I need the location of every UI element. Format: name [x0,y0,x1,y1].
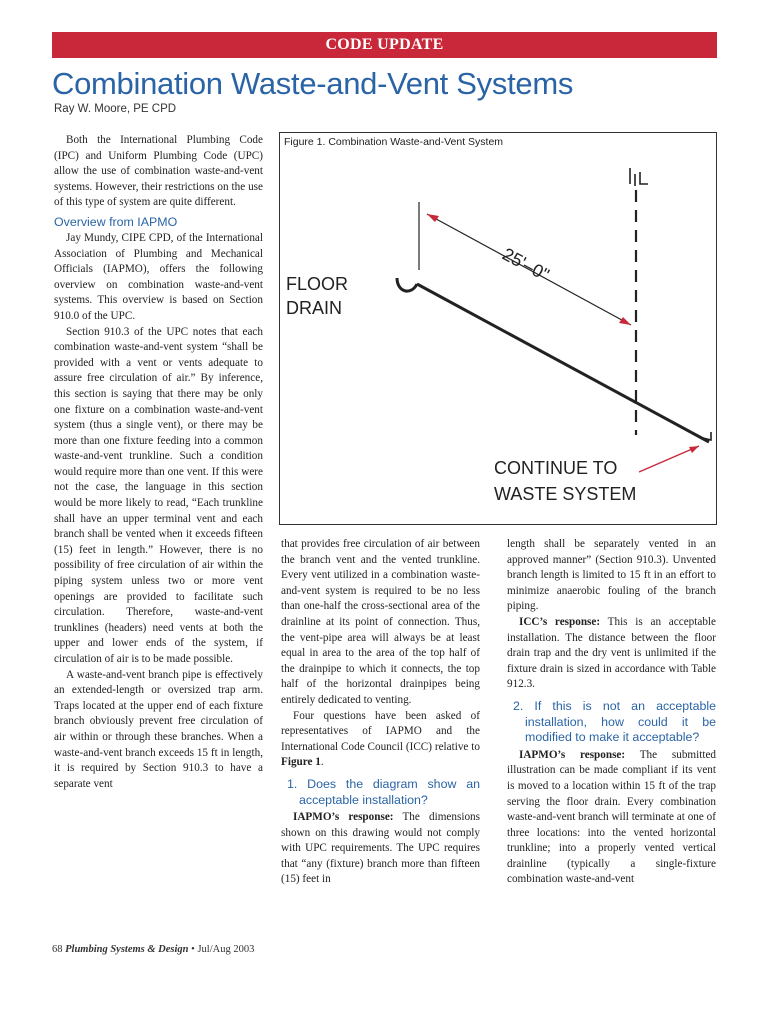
continue-label: WASTE SYSTEM [494,484,637,504]
column-1 [54,133,263,792]
body-text: This is an acceptable installation. The distance between the floor drain trap and the dry vent is unlimited if the fixture drain is sized in accordance with Table 912.3. [507,615,716,691]
issue-date: Jul/Aug 2003 [197,944,255,955]
body-paragraph [507,615,716,693]
column-3 [507,537,716,888]
section-heading: Overview from IAPMO [54,214,178,229]
body-text: Four questions have been asked of representatives of IAPMO and the International Code Council (ICC) relative to [281,709,480,753]
waste-vent-diagram [279,150,717,520]
drain-end-mark [703,432,711,440]
intro-paragraph: Both the International Plumbing Code (IPC) and Uniform Plumbing Code (UPC) allow the use of combination waste-and-vent systems. However, their restrictions on the use of this type of system are quite different. [54,134,263,209]
body-paragraph [507,748,716,888]
question-heading: 2. If this is not an acceptable installation, how could it be modified to make it acceptable? [513,698,716,745]
footer-bullet: • [191,944,195,955]
magazine-name: Plumbing Systems & Design [65,944,189,955]
continue-label: CONTINUE TO [494,458,618,478]
response-label: ICC’s response: [519,615,601,628]
body-paragraph [281,810,480,888]
body-text: . [320,756,324,769]
floor-drain-label: DRAIN [286,298,343,318]
vent-terminal-icon [630,168,648,186]
continue-arrow [639,446,699,472]
body-paragraph [281,709,480,771]
question-heading: 1. Does the diagram show an acceptable installation? [287,776,480,807]
floor-drain-trap [397,278,417,291]
response-label: IAPMO’s response: [293,811,394,824]
response-label: IAPMO’s response: [519,748,626,761]
section-banner: CODE UPDATE [52,32,717,58]
dimension-arrow-left [427,214,439,222]
page-number: 68 [52,944,63,955]
body-paragraph: that provides free circulation of air between the branch vent and the vented trunkline. Every vent utilized in a combination waste-and-vent system is required to be no less than one-half the cross-sectional area of the drainline at its point of connection. Thus, the vent-pipe area will always be at least equal in area to the area of the top half of the drainpipe to which it connects, the top half of the horizontal drainpipes being entirely dedicated to venting. [281,538,480,706]
body-text: The dimensions shown on this drawing would not comply with UPC requirements. The UPC requires that “any (fixture) branch more than fifteen (15) feet in [281,811,480,886]
figure-reference: Figure 1 [281,756,321,769]
dimension-arrow-right [619,317,631,325]
body-paragraph: Jay Mundy, CIPE CPD, of the International Association of Plumbing and Mechanical Officials (IAPMO), offers the following overview on combination waste-and-vent systems. This overview is based on Section 910.0 of the UPC. [54,231,263,322]
author-byline: Ray W. Moore, PE CPD [54,103,177,115]
figure-caption: Figure 1. Combination Waste-and-Vent System [284,136,504,148]
continue-arrow-head [689,446,699,453]
column-2 [281,537,480,888]
dimension-label: 25'–0" [499,243,553,285]
body-text: The submitted illustration can be made compliant if its vent is moved to a location within 15 ft of the trap serving the floor drain. Every combination waste-and-vent branch will terminate at one of three locations: into the vented horizontal trunkline; into a properly vented vertical drainline (typically a single-fixture combination waste-and-vent [507,748,717,886]
body-paragraph: A waste-and-vent branch pipe is effectively an extended-length or oversized trap arm. Traps located at the upper end of each fixture branch obviously prevent free circulation of air within or through these branches. When a waste-and-vent branch exceeds 15 ft in length, it is required by Section 910.3 to have a separate vent [54,668,263,790]
page-footer [52,944,254,955]
drain-line [417,284,709,442]
floor-drain-label: FLOOR [286,274,349,294]
article-title: Combination Waste-and-Vent Systems [52,66,574,101]
body-paragraph: length shall be separately vented in an approved manner” (Section 910.3). Unvented branch length is limited to 15 ft in an effort to minimize anaerobic fouling of the branch piping. [507,538,716,613]
body-paragraph: Section 910.3 of the UPC notes that each combination waste-and-vent system “shall be provided with a vent or vents adequate to assure free circulation of air.” By inference, this section is saying that there may be only one fixture on a combination waste-and-vent system (thus a single vent), or there may be more than one fixture feeding into a common waste-and-vent trunkline. Such a condition would require more than one vent. If this were not the case, the language in this section would be more likely to read, “Each trunkline shall have an upper terminal vent and each branch shall be vented when it exceeds fifteen (15) feet in length.” However, there is no possibility of free circulation of air within the piping system unless two or more vent openings are provided to facilitate such circulation. Therefore, waste-and-vent trunklines (headers) need vents at both the upper and lower ends of the system, if circulation of air is to be made possible. [54,325,263,665]
